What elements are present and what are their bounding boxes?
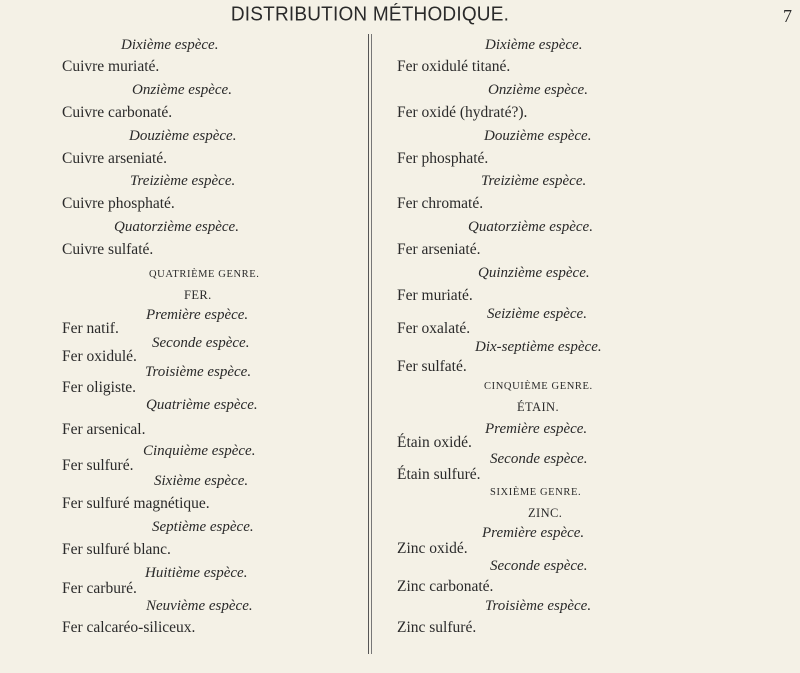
column-divider-inner <box>371 34 372 654</box>
mineral-entry: Fer arsenical. <box>62 421 146 438</box>
mineral-entry: Cuivre muriaté. <box>62 58 160 75</box>
species-heading: Quinzième espèce. <box>478 265 590 281</box>
genus-heading: SIXIÈME GENRE. <box>490 487 582 498</box>
mineral-entry: Étain sulfuré. <box>397 466 481 483</box>
genus-heading: CINQUIÈME GENRE. <box>484 381 593 392</box>
mineral-entry: Fer sulfuré magnétique. <box>62 495 210 512</box>
mineral-entry: Fer sulfuré. <box>62 457 134 474</box>
mineral-entry: Cuivre sulfaté. <box>62 241 154 258</box>
species-heading: Dixième espèce. <box>121 37 219 53</box>
mineral-entry: Fer sulfuré blanc. <box>62 541 171 558</box>
species-heading: Seconde espèce. <box>490 558 588 574</box>
species-heading: Cinquième espèce. <box>143 443 256 459</box>
species-heading: Onzième espèce. <box>132 82 232 98</box>
mineral-entry: Fer oxalaté. <box>397 320 471 337</box>
page-number: 7 <box>783 6 792 26</box>
species-heading: Quatrième espèce. <box>146 397 258 413</box>
species-heading: Seconde espèce. <box>152 335 250 351</box>
mineral-entry: Cuivre phosphaté. <box>62 195 175 212</box>
mineral-entry: Fer calcaréo-siliceux. <box>62 619 196 636</box>
mineral-entry: Cuivre carbonaté. <box>62 104 173 121</box>
mineral-entry: Fer oxidulé. <box>62 348 137 365</box>
species-heading: Seizième espèce. <box>487 306 587 322</box>
genus-name: FER. <box>184 288 212 302</box>
mineral-entry: Zinc sulfuré. <box>397 619 477 636</box>
species-heading: Troisième espèce. <box>145 364 252 380</box>
species-heading: Onzième espèce. <box>488 82 588 98</box>
species-heading: Douzième espèce. <box>484 128 592 144</box>
species-heading: Seconde espèce. <box>490 451 588 467</box>
species-heading: Huitième espèce. <box>145 565 248 581</box>
mineral-entry: Fer carburé. <box>62 580 137 597</box>
mineral-entry: Fer sulfaté. <box>397 358 467 375</box>
species-heading: Première espèce. <box>146 307 249 323</box>
species-heading: Neuvième espèce. <box>146 598 253 614</box>
genus-heading: QUATRIÈME GENRE. <box>149 269 260 280</box>
mineral-entry: Fer oxidulé titané. <box>397 58 511 75</box>
mineral-entry: Fer natif. <box>62 320 119 337</box>
species-heading: Treizième espèce. <box>481 173 587 189</box>
species-heading: Sixième espèce. <box>154 473 249 489</box>
genus-name: ÉTAIN. <box>517 400 560 414</box>
species-heading: Dix-septième espèce. <box>475 339 602 355</box>
mineral-entry: Fer oxidé (hydraté?). <box>397 104 528 121</box>
mineral-entry: Étain oxidé. <box>397 434 472 451</box>
species-heading: Troisième espèce. <box>485 598 592 614</box>
species-heading: Douzième espèce. <box>129 128 237 144</box>
species-heading: Quatorzième espèce. <box>468 219 593 235</box>
column-divider <box>368 34 369 654</box>
mineral-entry: Cuivre arseniaté. <box>62 150 168 167</box>
species-heading: Treizième espèce. <box>130 173 236 189</box>
mineral-entry: Fer chromaté. <box>397 195 484 212</box>
species-heading: Septième espèce. <box>152 519 254 535</box>
species-heading: Première espèce. <box>485 421 588 437</box>
genus-name: ZINC. <box>528 506 563 520</box>
mineral-entry: Fer oligiste. <box>62 379 137 396</box>
running-title: DISTRIBUTION MÉTHODIQUE. <box>230 3 510 26</box>
species-heading: Dixième espèce. <box>485 37 583 53</box>
mineral-entry: Fer muriaté. <box>397 287 473 304</box>
mineral-entry: Zinc carbonaté. <box>397 578 494 595</box>
mineral-entry: Fer arseniaté. <box>397 241 481 258</box>
mineral-entry: Fer phosphaté. <box>397 150 489 167</box>
species-heading: Première espèce. <box>482 525 585 541</box>
page-header <box>0 4 800 28</box>
mineral-entry: Zinc oxidé. <box>397 540 468 557</box>
species-heading: Quatorzième espèce. <box>114 219 239 235</box>
